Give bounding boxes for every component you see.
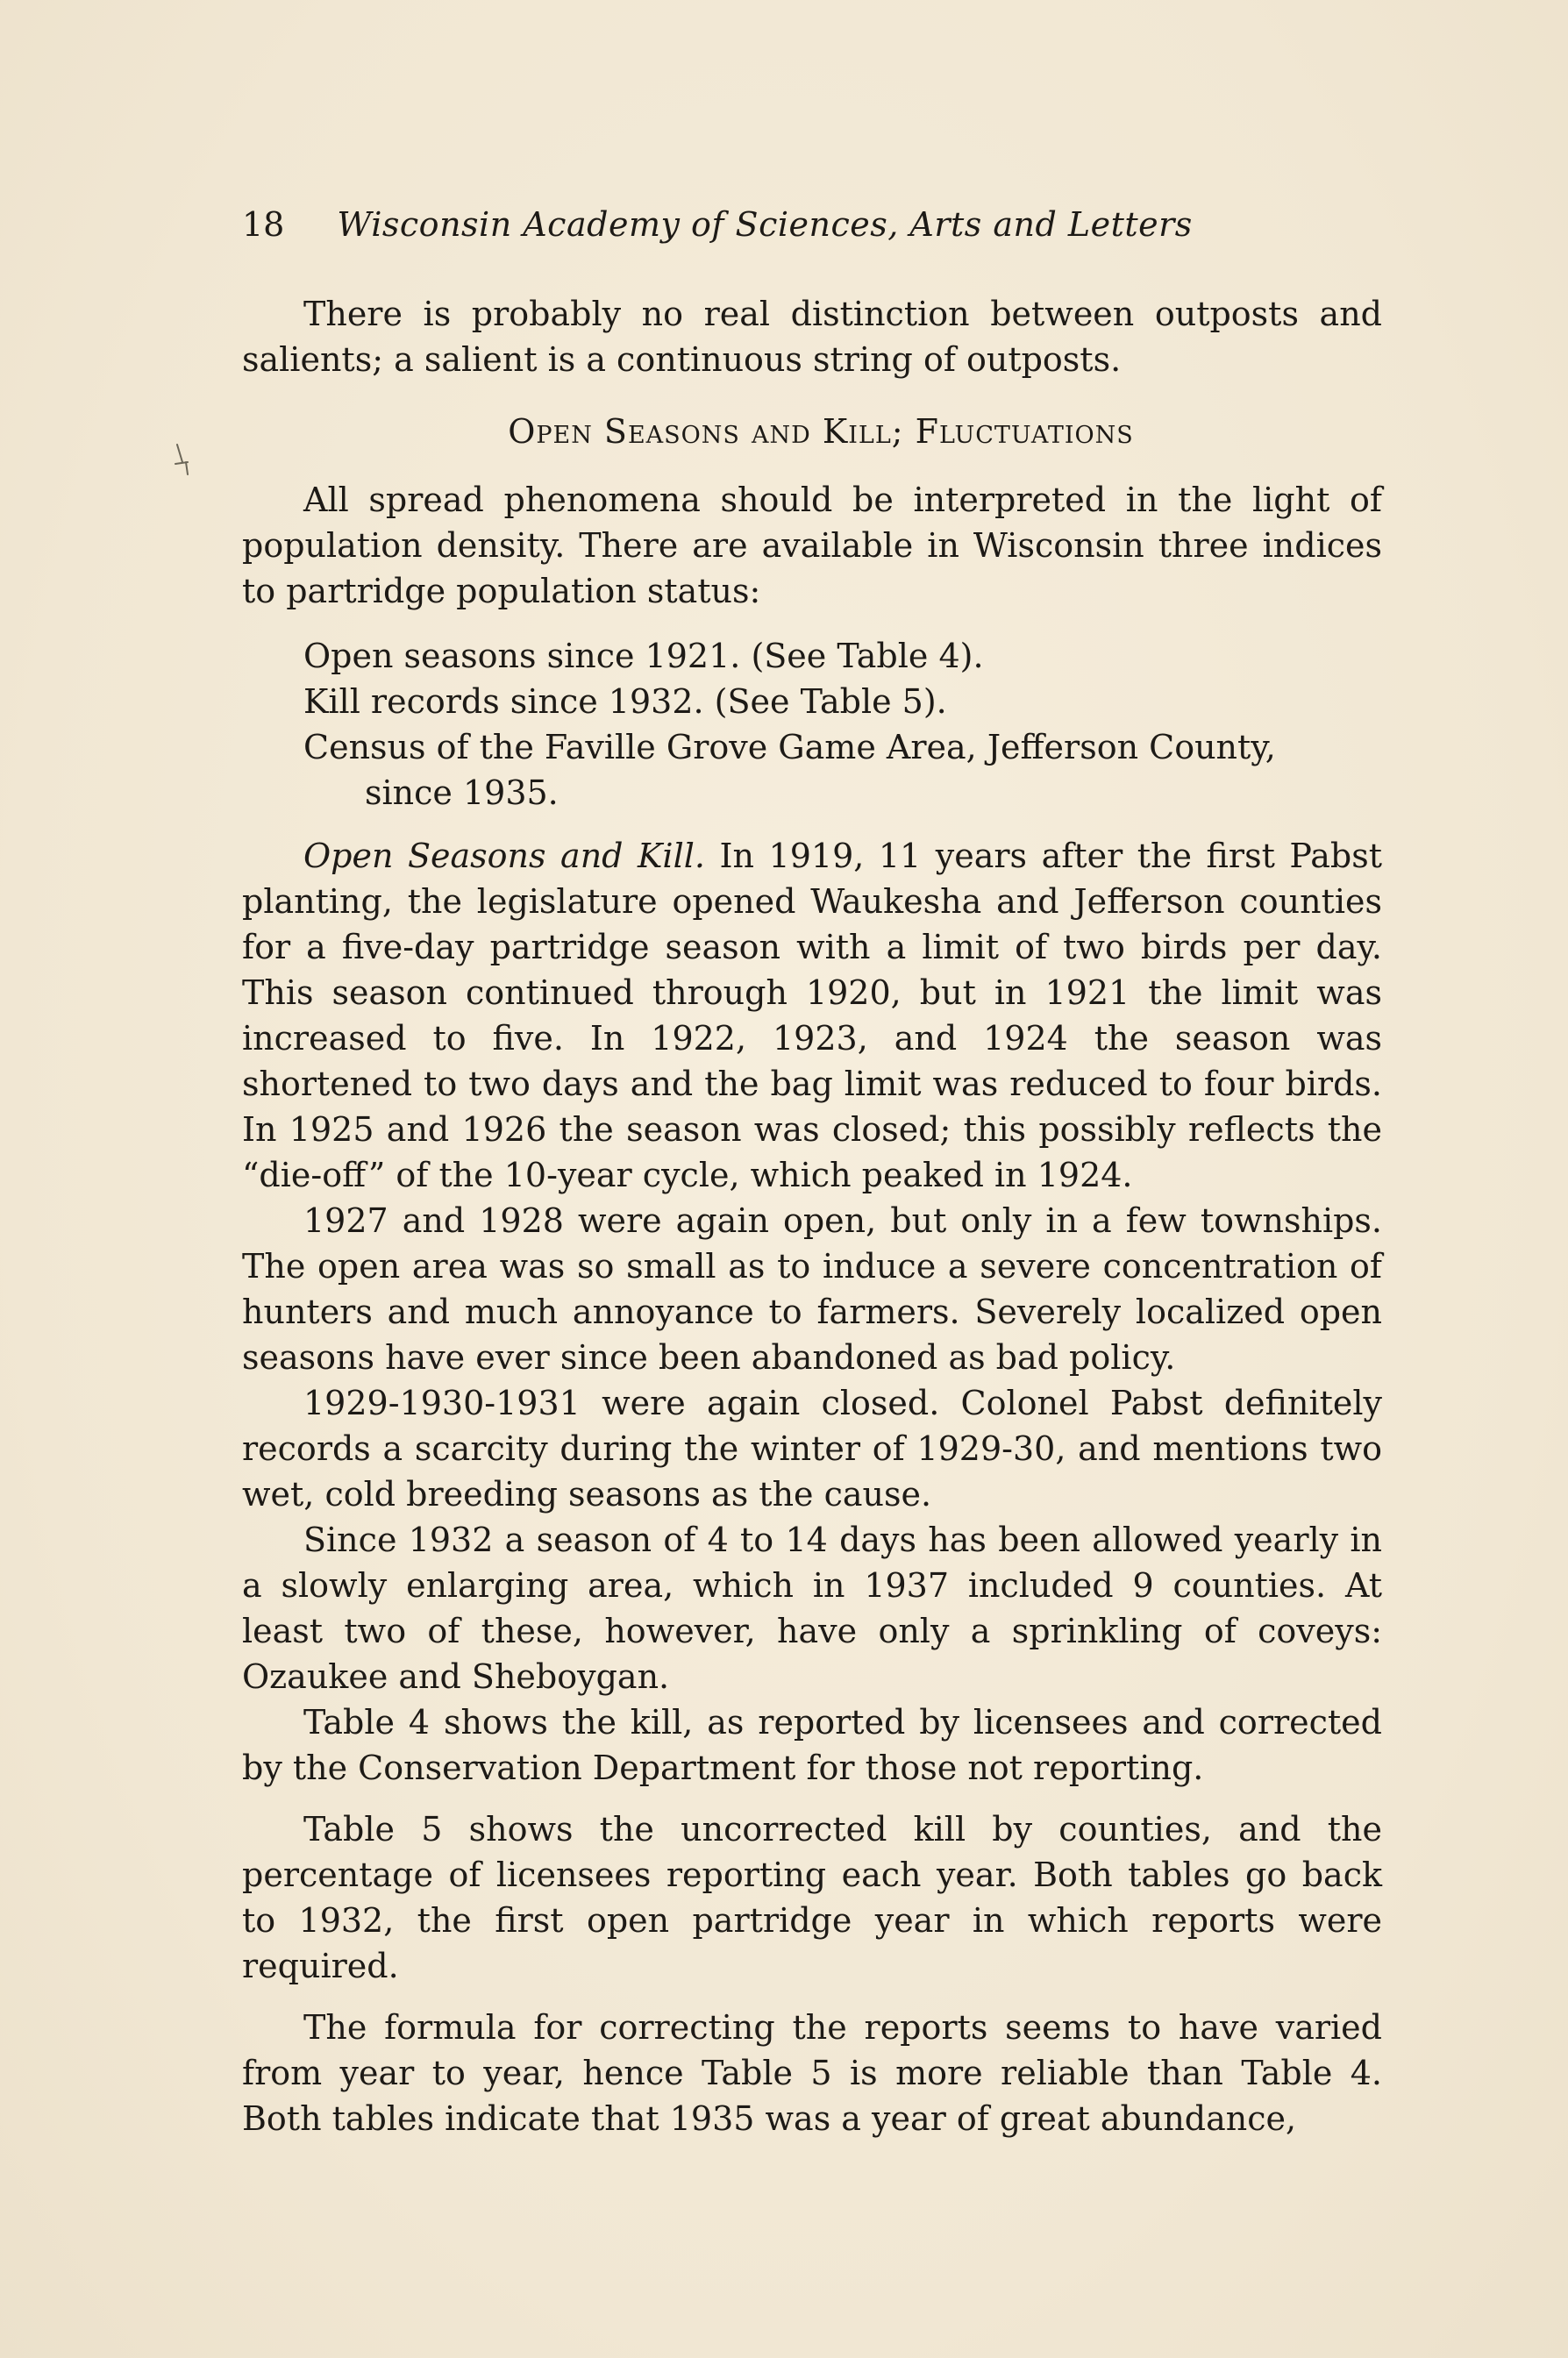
intro-paragraph: There is probably no real distinction between outposts and salients; a salient is a continuous string of outposts. (242, 295, 1382, 379)
index-item-open-seasons (242, 633, 1382, 679)
spread-paragraph: All spread phenomena should be interpreted in the light of population density. There are available in Wisconsin three indices to partridge population status: (242, 481, 1382, 610)
pencil-margin-mark (172, 443, 193, 478)
journal-title: Wisconsin Academy of Sciences, Arts and Letters (337, 205, 1193, 244)
section-heading: Open Seasons and Kill; Fluctuations (508, 412, 1134, 451)
index-item-kill-records (242, 679, 1382, 724)
open-seasons-text-1: In 1919, 11 years after the first Pabst planting, the legislature opened Waukesha and Jefferson counties for a five-day partridge season with a limit of two birds per day. This season continued through 1920, but in 1921 the limit was increased to five. In 1922, 1923, and 1924 the season was shortened to two days and the bag limit was reduced to four birds. In 1925 and 1926 the season was closed; this possibly reflects the “die-off” of the 10-year cycle, which peaked in 1924. (242, 837, 1382, 1194)
open-seasons-paragraph-1 (242, 833, 1382, 1198)
page-number: 18 (242, 205, 285, 244)
text-body (242, 202, 1382, 2141)
index-item-census (242, 724, 1382, 816)
open-seasons-paragraph-2: 1927 and 1928 were again open, but only in a few townships. The open area was so small as to induce a severe concentration of hunters and much annoyance to farmers. Severely localized open seasons have ever since been abandoned as bad policy. (242, 1201, 1382, 1377)
open-seasons-paragraph-4: Since 1932 a season of 4 to 14 days has been allowed yearly in a slowly enlarging area, which in 1937 included 9 counties. At least two of these, however, have only a sprinkling of coveys: Ozaukee and Sheboygan. (242, 1521, 1382, 1696)
open-seasons-paragraph-5: Table 4 shows the kill, as reported by licensees and corrected by the Conservation Department for those not reporting. (242, 1703, 1382, 1787)
open-seasons-paragraph-3: 1929-1930-1931 were again closed. Colonel Pabst definitely records a scarcity during the winter of 1929-30, and mentions two wet, cold breeding seasons as the cause. (242, 1384, 1382, 1514)
index-item-text: Open seasons since 1921. (See Table 4). (303, 637, 984, 675)
indices-list (242, 633, 1382, 816)
open-seasons-paragraph-7: The formula for correcting the reports seems to have varied from year to year, hence Table 5 is more reliable than Table 4. Both tables indicate that 1935 was a year of great abundance, (242, 2008, 1382, 2138)
index-item-text: Kill records since 1932. (See Table 5). (303, 682, 947, 721)
index-item-continuation: since 1935. (365, 773, 559, 812)
running-header (242, 202, 1382, 247)
index-item-text: Census of the Faville Grove Game Area, Jefferson County, (303, 728, 1276, 766)
open-seasons-paragraph-6: Table 5 shows the uncorrected kill by counties, and the percentage of licensees reporting each year. Both tables go back to 1932, the first open partridge year in which reports were required. (242, 1810, 1382, 1985)
open-seasons-subheading: Open Seasons and Kill. (303, 837, 705, 875)
